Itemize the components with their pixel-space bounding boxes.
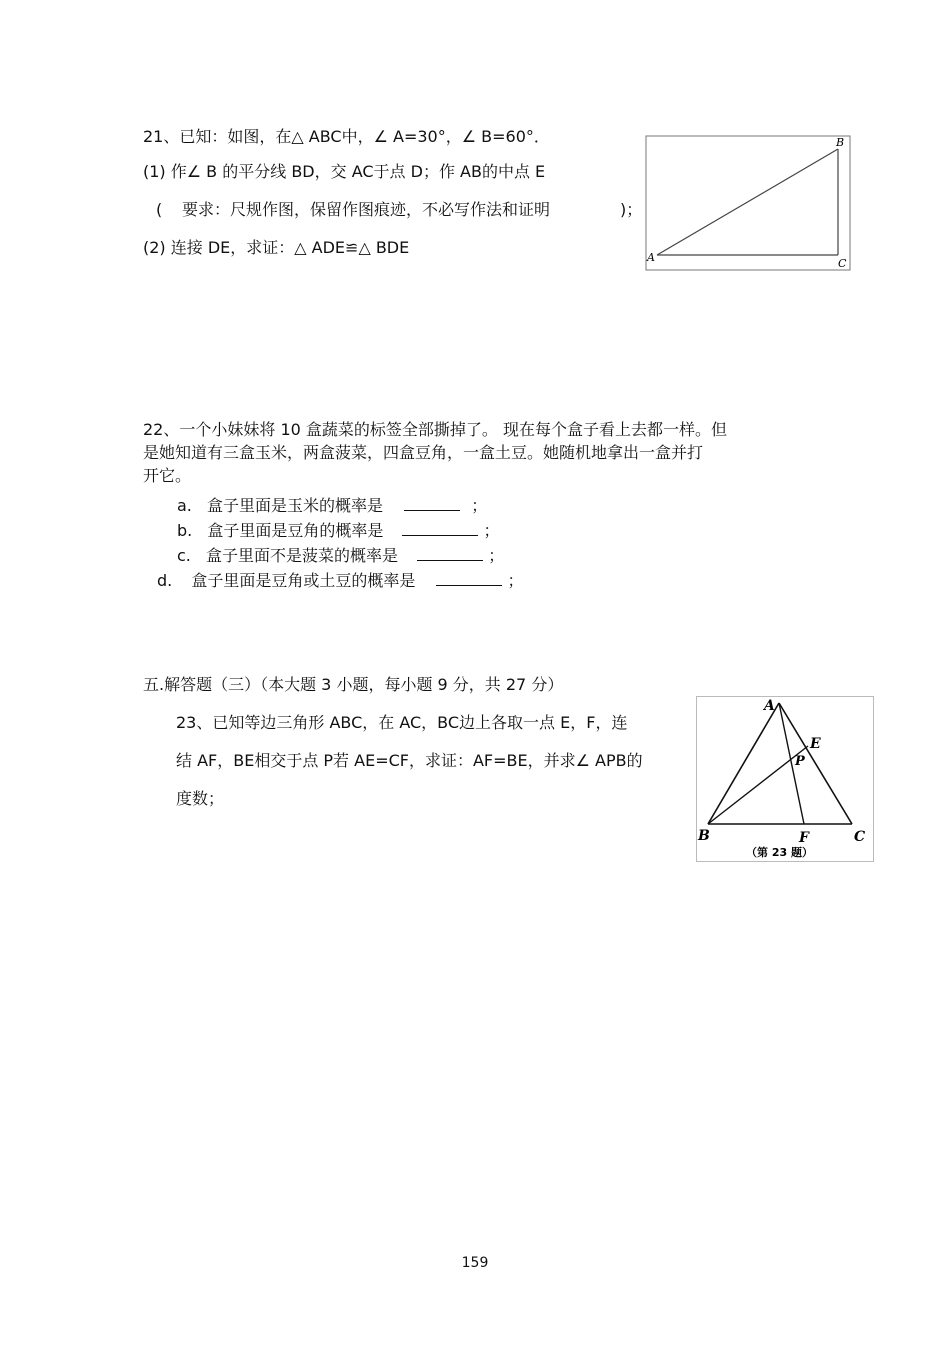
q22-item-d-text: 盒子里面是豆角或土豆的概率是 bbox=[191, 571, 416, 590]
q22-item-c-text: 盒子里面不是菠菜的概率是 bbox=[205, 546, 398, 565]
q22-item-d bbox=[157, 569, 524, 591]
q23-label-b: B bbox=[698, 828, 710, 844]
q23-side-ac bbox=[779, 703, 852, 824]
q22-item-a bbox=[177, 494, 487, 516]
q21-line3-open: ( bbox=[156, 200, 163, 219]
q21-line1: 21、已知：如图，在△ ABC中，∠ A=30°，∠ B=60°． bbox=[143, 127, 550, 146]
q22-answer-blank-a[interactable] bbox=[404, 494, 460, 511]
q23-figure-caption: （第 23 题） bbox=[746, 846, 813, 859]
q23-line3: 度数； bbox=[176, 789, 225, 808]
q22-answer-blank-d[interactable] bbox=[436, 569, 502, 586]
q21-side-ab bbox=[657, 149, 838, 255]
q22-item-a-text: 盒子里面是玉米的概率是 bbox=[206, 496, 383, 515]
q22-item-a-end: ； bbox=[471, 496, 488, 515]
q22-line3: 开它。 bbox=[143, 466, 192, 485]
page-number: 159 bbox=[461, 1255, 489, 1271]
q23-triangle-figure bbox=[696, 696, 874, 862]
q21-triangle-figure bbox=[645, 135, 851, 271]
q23-figure-frame bbox=[697, 697, 874, 862]
q22-item-c-end: ； bbox=[488, 546, 505, 565]
q23-segment-be bbox=[708, 746, 808, 824]
q22-answer-blank-b[interactable] bbox=[402, 519, 478, 536]
q22-item-b-end: ； bbox=[483, 521, 500, 540]
q21-label-c: C bbox=[838, 257, 847, 270]
q21-label-a: A bbox=[647, 251, 655, 264]
q23-line1: 23、已知等边三角形 ABC，在 AC，BC边上各取一点 E，F，连 bbox=[176, 713, 628, 732]
q21-figure-frame bbox=[646, 136, 850, 270]
q22-item-d-end: ； bbox=[507, 571, 524, 590]
q21-line4: (2) 连接 DE，求证：△ ADE≌△ BDE bbox=[143, 238, 410, 257]
q23-side-ab bbox=[708, 703, 779, 824]
q22-item-c-marker: c. bbox=[177, 546, 191, 565]
q23-label-a: A bbox=[764, 698, 775, 714]
q23-line2: 结 AF，BE相交于点 P若 AE=CF，求证：AF=BE，并求∠ APB的 bbox=[176, 751, 643, 770]
q22-item-b-text: 盒子里面是豆角的概率是 bbox=[207, 521, 384, 540]
q22-item-d-marker: d. bbox=[157, 571, 173, 590]
q23-label-f: F bbox=[799, 830, 809, 846]
q22-answer-blank-c[interactable] bbox=[417, 544, 483, 561]
q22-item-b-marker: b. bbox=[177, 521, 193, 540]
q22-item-c bbox=[177, 544, 504, 566]
q22-line2: 是她知道有三盒玉米，两盒菠菜，四盒豆角，一盒土豆。她随机地拿出一盒并打 bbox=[143, 443, 704, 462]
q22-item-a-marker: a. bbox=[177, 496, 192, 515]
q21-line2: (1) 作∠ B 的平分线 BD，交 AC于点 D；作 AB的中点 E bbox=[143, 162, 546, 181]
q23-label-p: P bbox=[795, 754, 805, 769]
section5-heading: 五.解答题（三）（本大题 3 小题，每小题 9 分，共 27 分） bbox=[143, 675, 564, 694]
q21-line3: 要求：尺规作图，保留作图痕迹，不必写作法和证明 bbox=[182, 200, 551, 219]
q22-item-b bbox=[177, 519, 500, 541]
q21-label-b: B bbox=[836, 136, 845, 149]
q22-line1: 22、一个小妹妹将 10 盒蔬菜的标签全部撕掉了。 现在每个盒子看上去都一样。但 bbox=[143, 420, 727, 439]
q23-label-c: C bbox=[854, 829, 866, 845]
q23-label-e: E bbox=[810, 736, 821, 752]
q21-line3-close: )； bbox=[620, 200, 643, 219]
